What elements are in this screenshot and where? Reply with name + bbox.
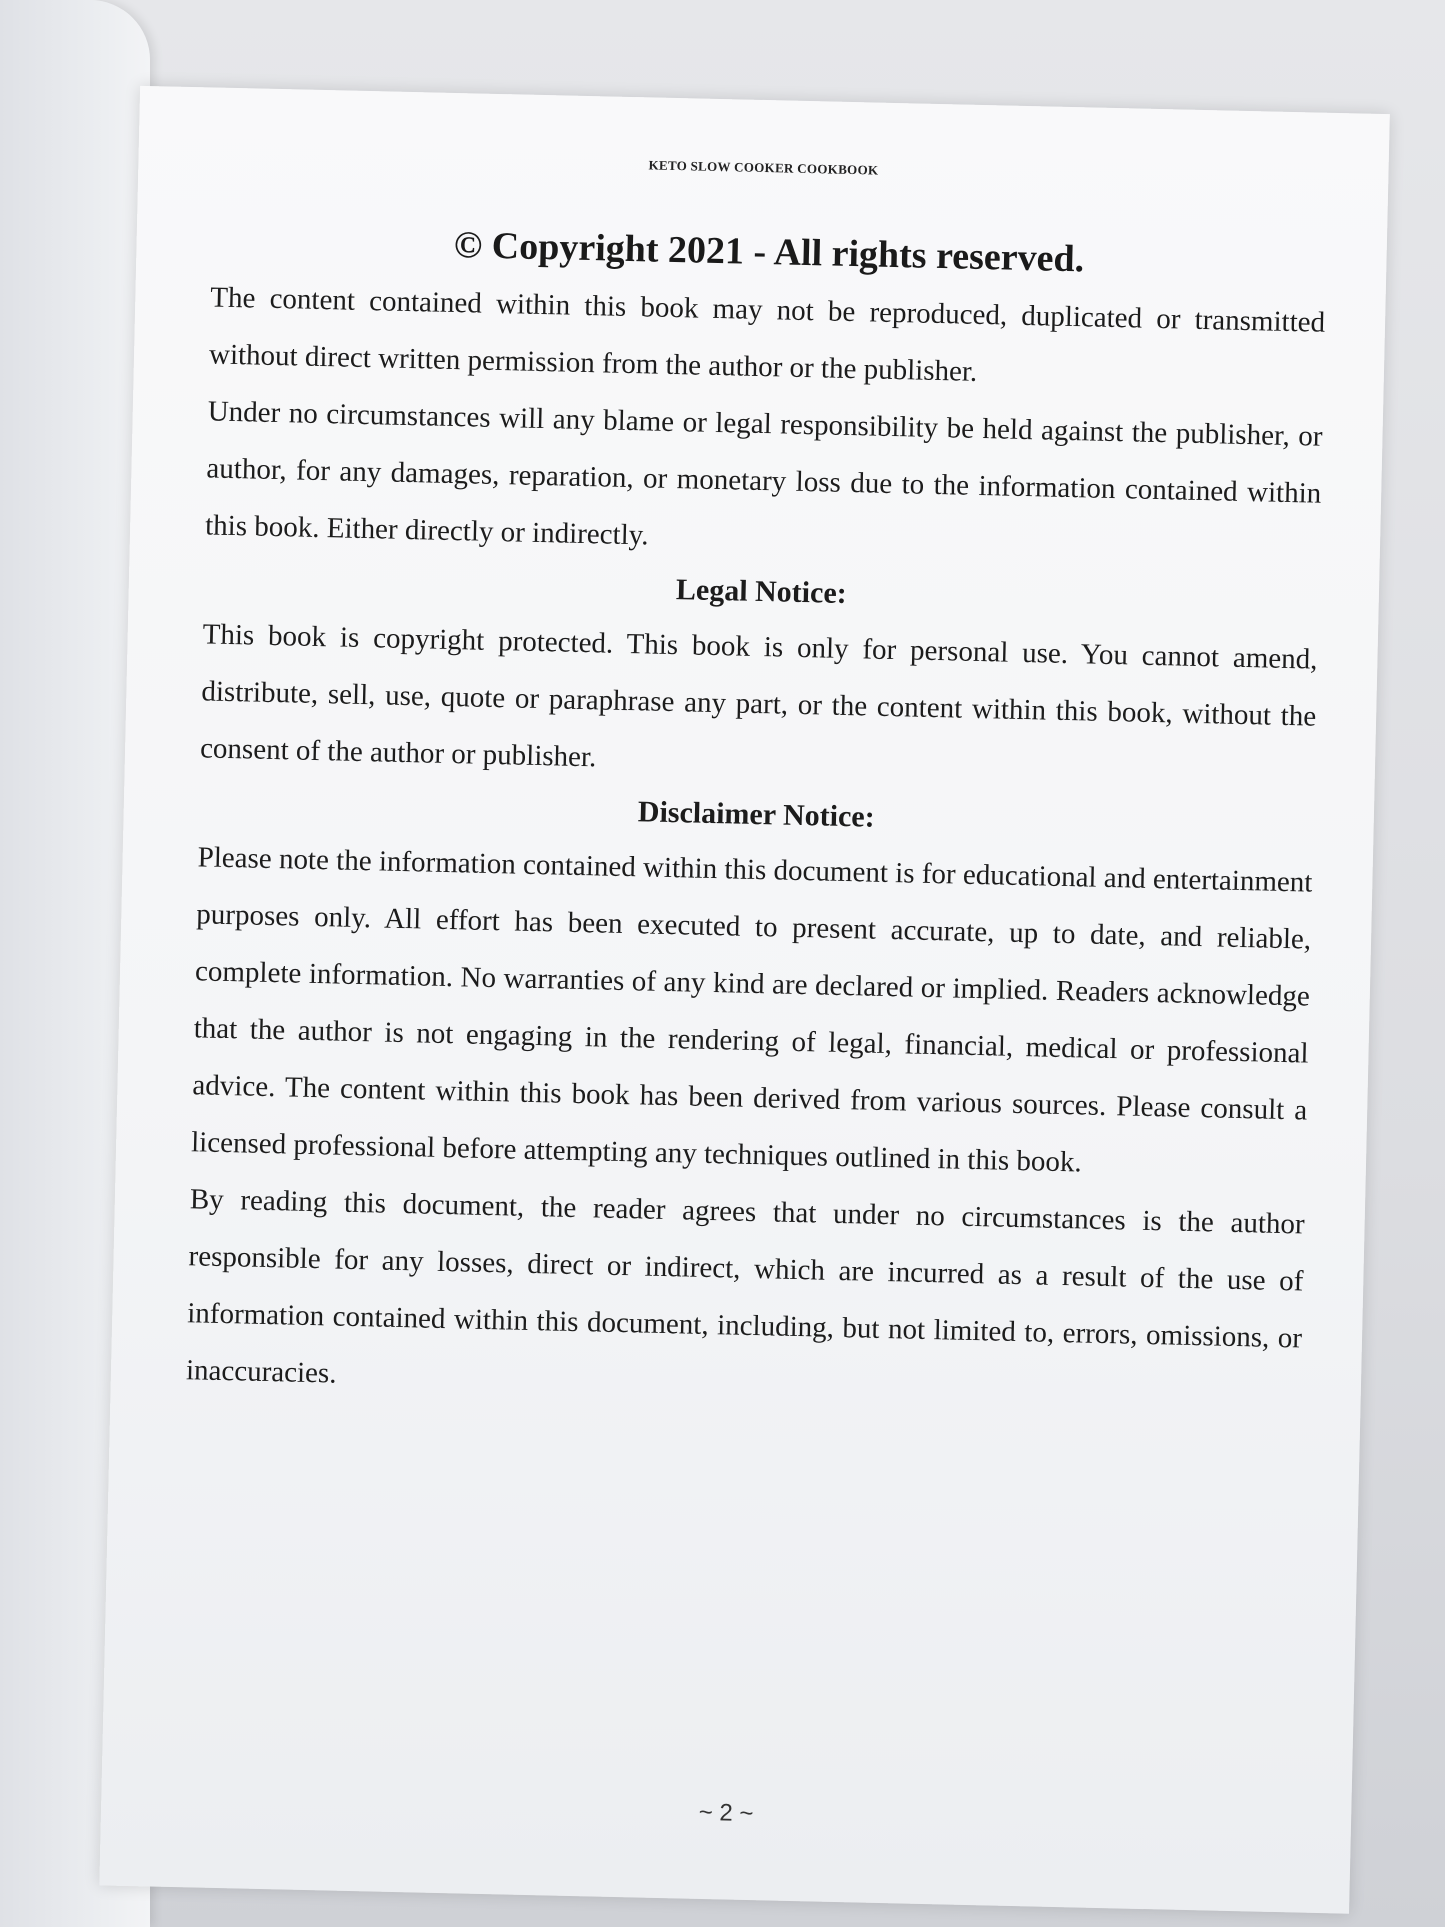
legal-notice-body: This book is copyright protected. This book is only for personal use. You cannot amend, distribute, sell, use, quote or paraphrase any part, or the content within this book, without the consent of the author or publisher. (199, 618, 1318, 774)
book-page (99, 86, 1390, 1914)
copyright-paragraph-2: Under no circumstances will any blame or legal responsibility be held against the publisher, or author, for any damages, reparation, or monetary loss due to the information contained within this book. Either directly or indirectly. (204, 395, 1323, 552)
copyright-paragraph-1: The content contained within this book may not be reproduced, duplicated or transmitted without direct written permission from the author or the publisher. (208, 281, 1326, 388)
running-header: KETO SLOW COOKER COOKBOOK (648, 157, 879, 178)
copyright-title: © Copyright 2021 - All rights reserved. (453, 223, 1085, 281)
disclaimer-notice-body-1: Please note the information contained within this document is for educational and entertainment purposes only. All effort has been executed to present accurate, up to date, and reliable, complete information. No warranties of any kind are declared or implied. Readers acknowledge that the author is not engaging in the rendering of legal, financial, medical or professional advice. The content within this book has been derived from various sources. Please consult a licensed professional before attempting any techniques outlined in this book. (190, 841, 1313, 1179)
page-number: ~ 2 ~ (698, 1798, 754, 1828)
disclaimer-notice-body-2: By reading this document, the reader agrees that under no circumstances is the author responsible for any losses, direct or indirect, which are incurred as a result of the use of information contained within this document, including, but not limited to, errors, omissions, or inaccuracies. (185, 1183, 1305, 1390)
legal-notice-heading: Legal Notice: (675, 573, 848, 610)
disclaimer-notice-heading: Disclaimer Notice: (637, 795, 876, 834)
page-content (185, 217, 1327, 1424)
